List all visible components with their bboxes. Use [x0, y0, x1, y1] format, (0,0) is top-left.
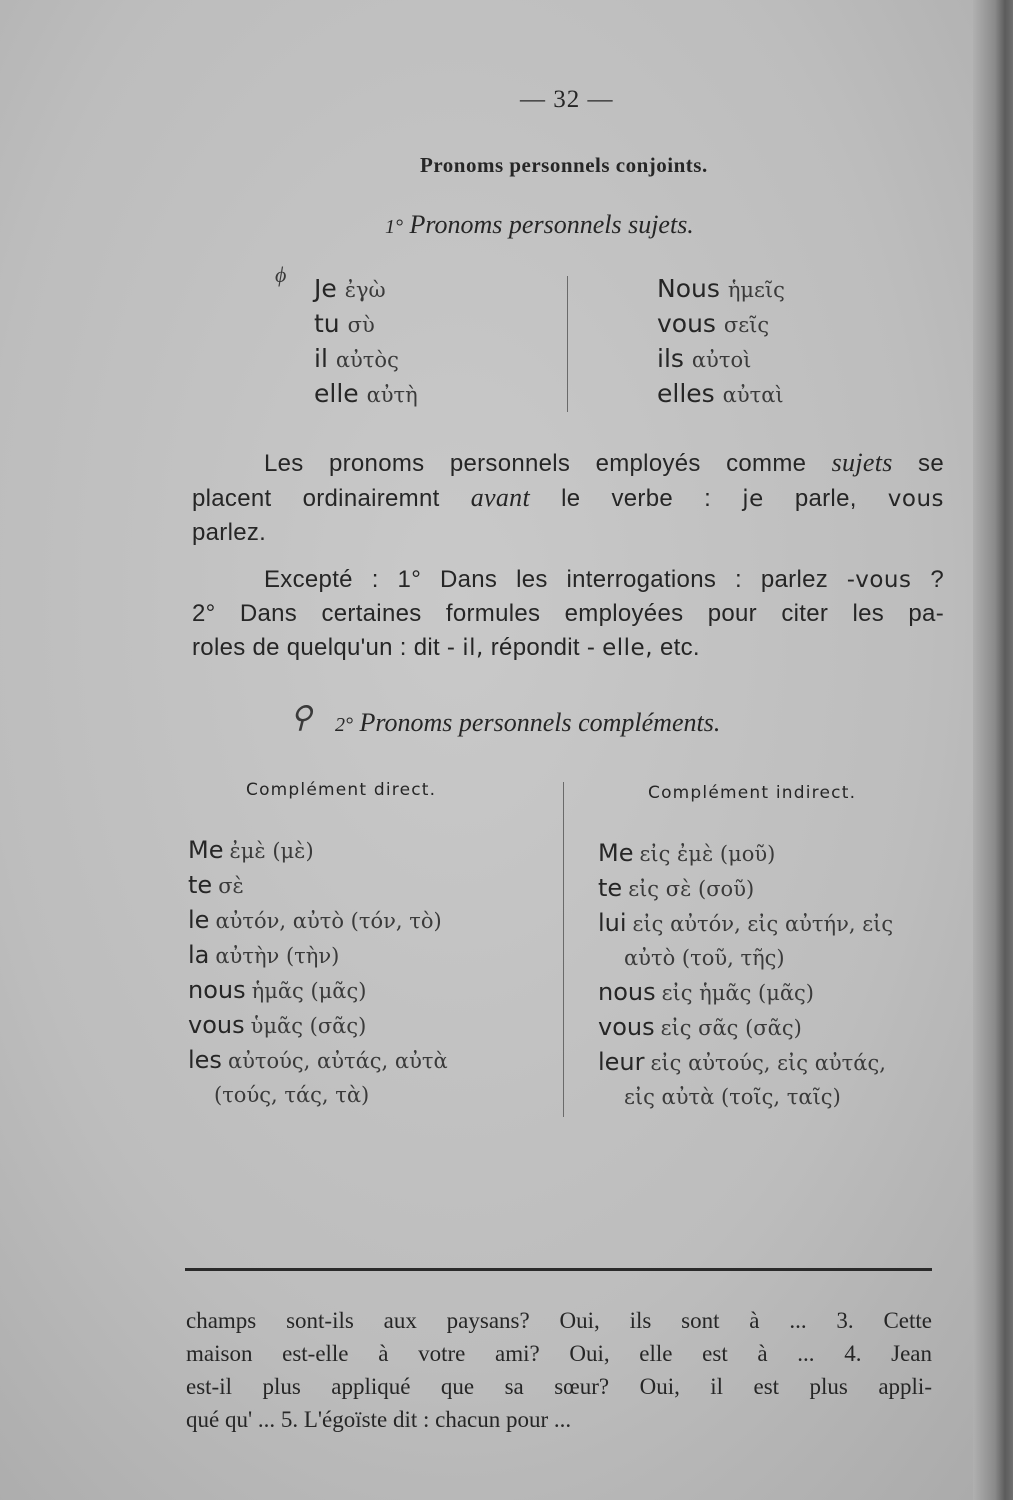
margin-mark-2: ⚲	[290, 701, 312, 734]
page-number: — 32 —	[520, 86, 614, 113]
footer-rule	[185, 1268, 932, 1271]
list-item: nous ἡμᾶς (μᾶς)	[188, 976, 367, 1004]
list-item: Je ἐγὼ	[314, 274, 386, 303]
subjects-singular-list	[314, 272, 418, 412]
list-item: te σὲ	[188, 871, 244, 899]
column-divider	[563, 782, 564, 1117]
section-1-heading	[385, 210, 694, 240]
column-divider	[567, 276, 568, 412]
section-2-heading	[335, 708, 720, 738]
list-item: (τούς, τάς, τὰ)	[214, 1083, 370, 1107]
section-1-number: 1°	[385, 216, 403, 238]
paragraph-subjects-placement: Les pronoms personnels employés comme sujets se placent ordinairemnt avant le verbe : je parle, vous parlez.	[192, 448, 945, 546]
list-item: la αὐτὴν (τὴν)	[188, 941, 340, 969]
page-title: Pronoms personnels conjoints.	[420, 153, 708, 177]
list-item: ils αὐτοὶ	[657, 344, 752, 373]
list-item: vous εἰς σᾶς (σᾶς)	[598, 1013, 802, 1041]
list-item: vous ὑμᾶς (σᾶς)	[188, 1011, 367, 1039]
list-item: αὐτὸ (τοῦ, τῆς)	[624, 946, 785, 970]
footer-exercises: champs sont-ils aux paysans? Oui, ils sont à ... 3. Cette maison est-elle à votre ami? Oui, elle est à ... 4. Jean est-il plus appliqué que sa sœur? Oui, il est plus appli- qué qu' ... 5. L'égoïste dit : chacun pour ...	[186, 1308, 932, 1432]
page-binding-edge	[973, 0, 1013, 1500]
section-1-title: Pronoms personnels sujets.	[409, 210, 694, 239]
direct-complement-heading: Complément direct.	[246, 780, 437, 800]
list-item: elle αὐτὴ	[314, 379, 418, 408]
list-item: Nous ἡμεῖς	[657, 274, 785, 303]
paragraph-exceptions: Excepté : 1° Dans les interrogations : parlez -vous ? 2° Dans certaines formules employées pour citer les pa- roles de quelqu'un : dit - il, répondit - elle, etc.	[192, 566, 945, 661]
list-item: elles αὐταὶ	[657, 379, 784, 408]
list-item: nous εἰς ἡμᾶς (μᾶς)	[598, 978, 814, 1006]
list-item: tu σὺ	[314, 309, 375, 338]
margin-mark: ϕ	[275, 262, 287, 287]
list-item: Me ἐμὲ (μὲ)	[188, 836, 314, 864]
list-item: Me εἰς ἐμὲ (μοῦ)	[598, 839, 776, 867]
list-item: leur εἰς αὐτούς, εἰς αὐτάς,	[598, 1048, 886, 1076]
list-item: les αὐτούς, αὐτάς, αὐτὰ	[188, 1046, 448, 1074]
list-item: vous σεῖς	[657, 309, 770, 338]
indirect-complement-heading: Complément indirect.	[648, 783, 857, 803]
subjects-plural-list	[657, 272, 785, 412]
indirect-complement-list	[598, 836, 893, 1114]
list-item: le αὐτόν, αὐτὸ (τόν, τὸ)	[188, 906, 442, 934]
list-item: il αὐτὸς	[314, 344, 399, 373]
list-item: εἰς αὐτὰ (τοῖς, ταῖς)	[624, 1085, 841, 1109]
list-item: lui εἰς αὐτόν, εἰς αὐτήν, εἰς	[598, 909, 894, 937]
section-2-title: Pronoms personnels compléments.	[359, 708, 721, 737]
list-item: te εἰς σὲ (σοῦ)	[598, 874, 755, 902]
direct-complement-list	[188, 833, 448, 1112]
section-2-number: 2°	[335, 714, 353, 736]
